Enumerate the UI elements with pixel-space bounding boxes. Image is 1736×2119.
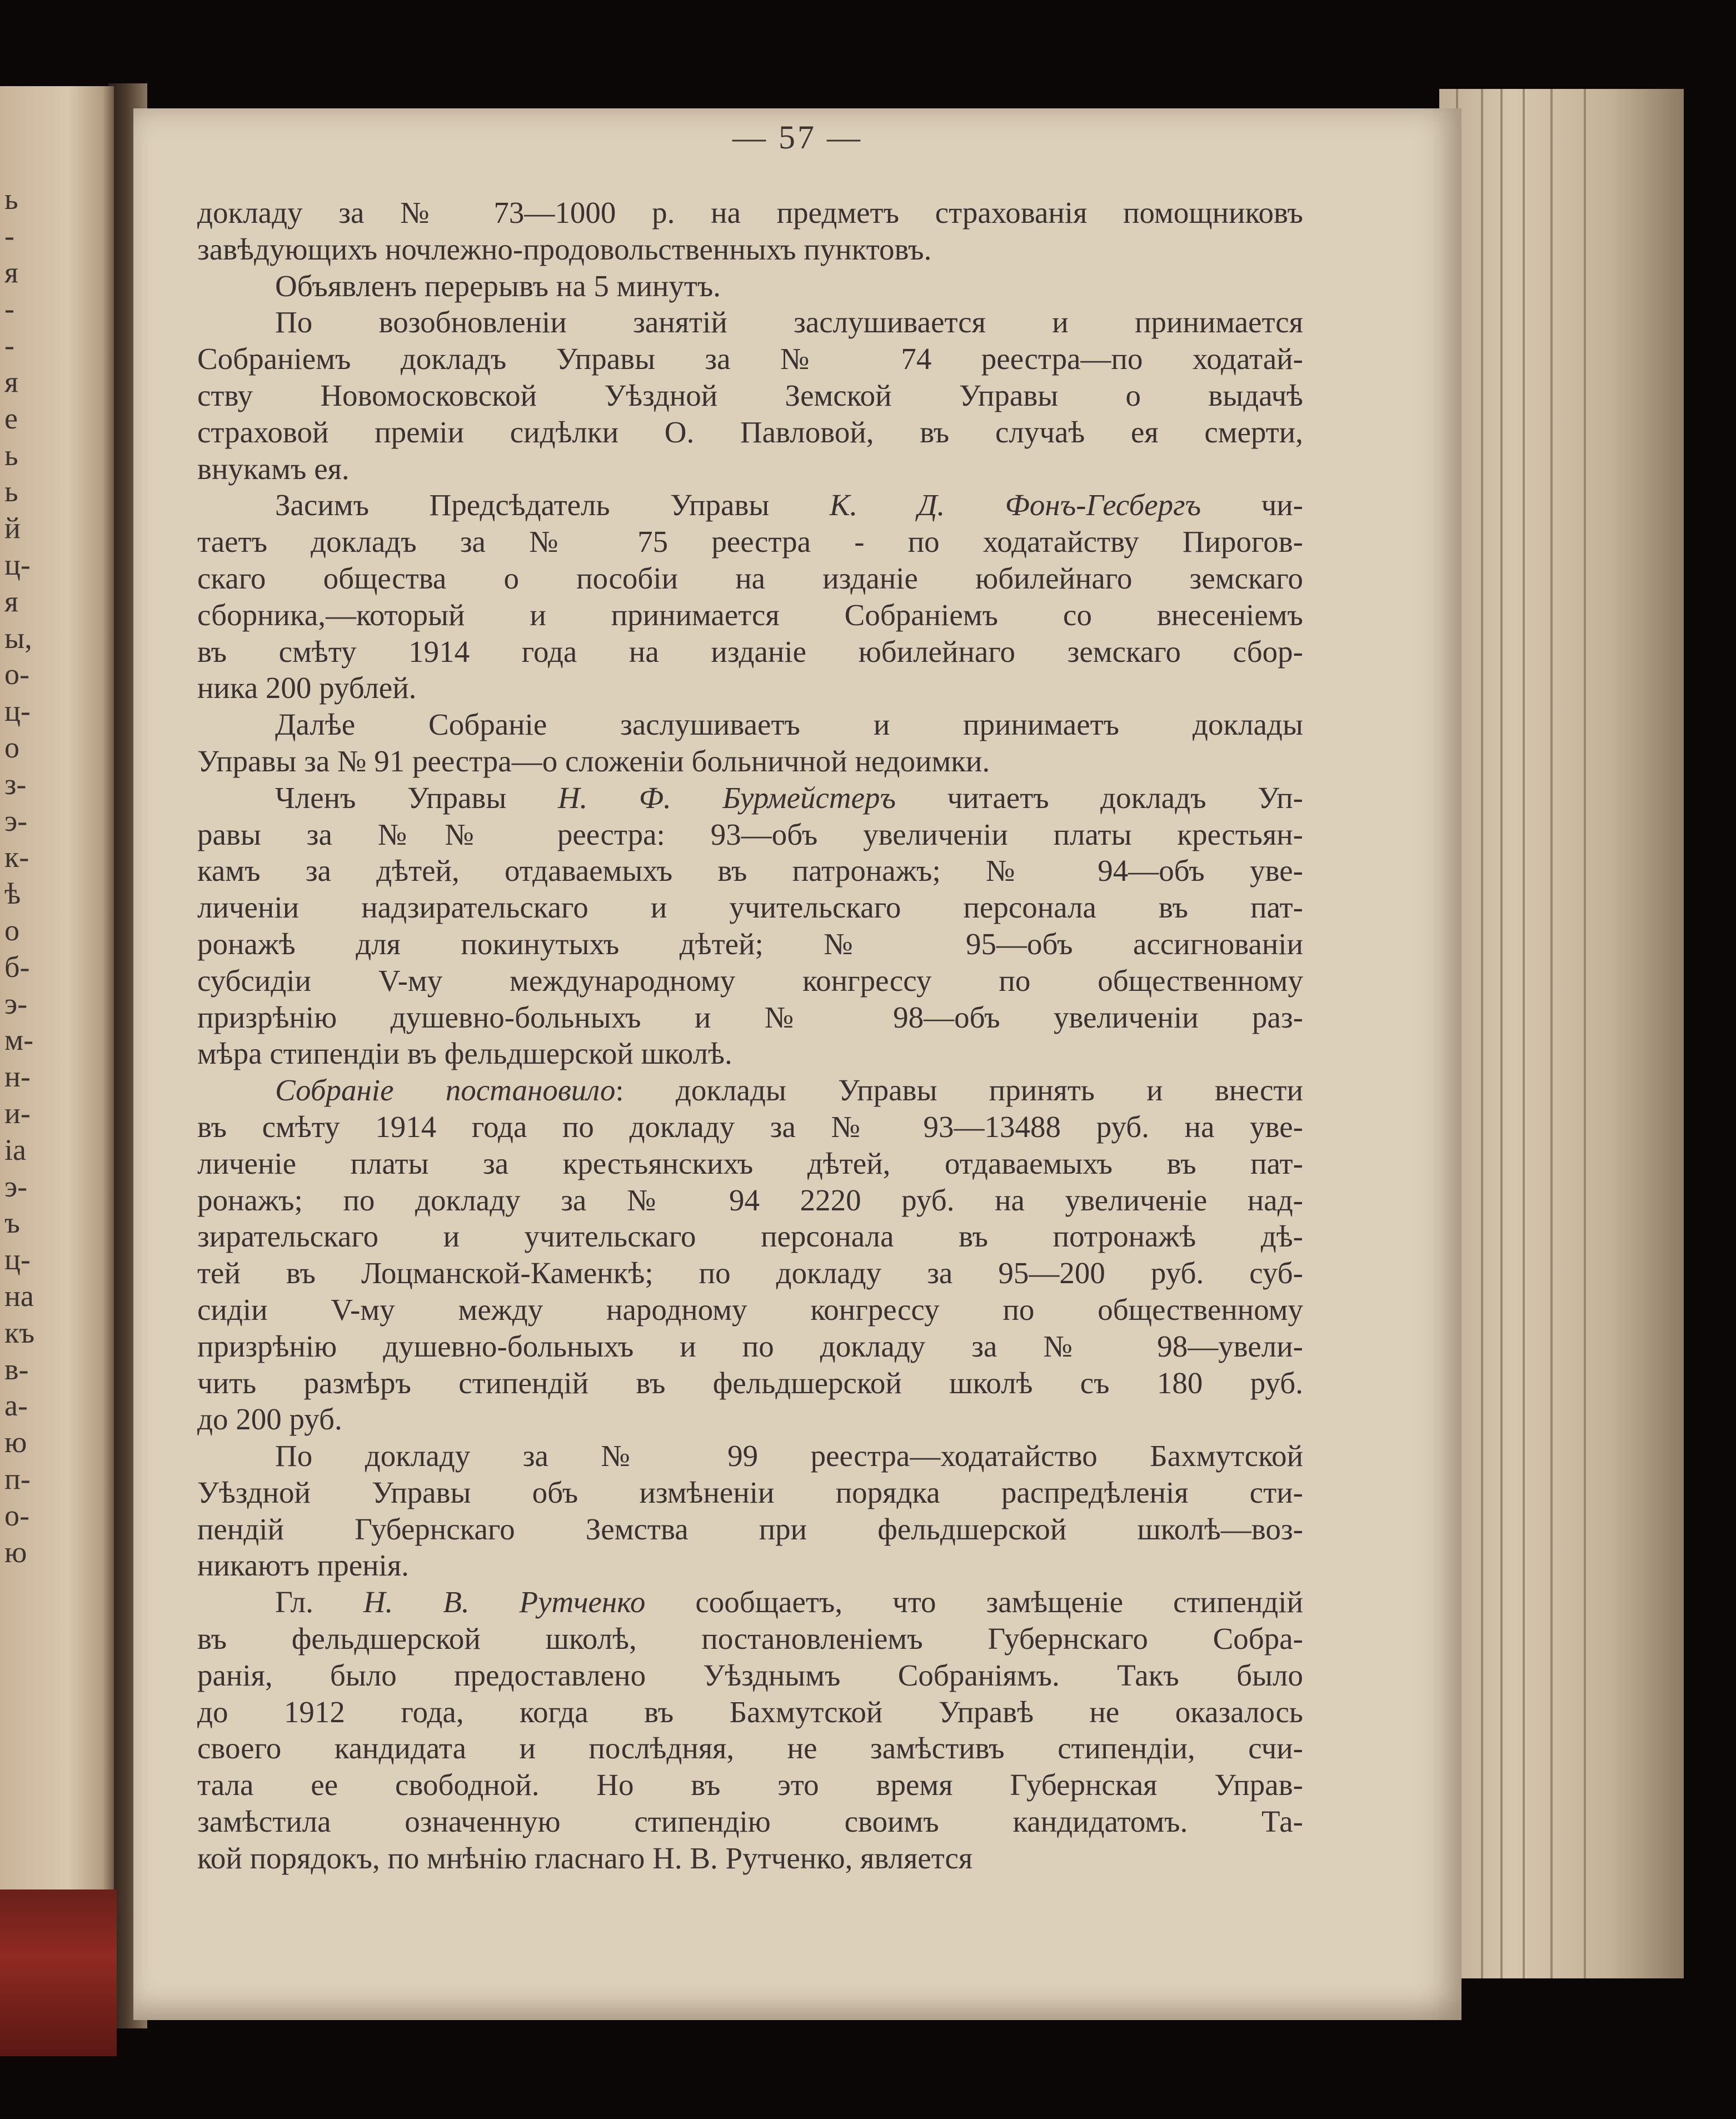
left-page-fragment: к-	[4, 840, 29, 874]
left-page-fragment: -	[4, 218, 14, 252]
text-line	[197, 560, 1303, 597]
paragraph	[197, 780, 1303, 1072]
text-line	[197, 1657, 1303, 1694]
text-run: ранія, было предоставлено Уѣзднымъ Собраніямъ. Такъ было	[197, 1658, 1303, 1692]
text-run: тей въ Лоцманской-Каменкѣ; по докладу за 95—200 руб. суб-	[197, 1256, 1303, 1290]
text-run: мѣра стипендіи въ фельдшерской школѣ.	[197, 1036, 732, 1071]
left-page-edge	[0, 86, 114, 1998]
document-page	[133, 108, 1461, 2020]
text-line	[197, 634, 1303, 670]
left-page-fragment: и-	[4, 1096, 31, 1130]
text-run: Управы за № 91 реестра—о сложеніи больничной недоимки.	[197, 744, 990, 778]
text-line	[197, 963, 1303, 999]
text-line	[197, 1840, 1303, 1877]
text-run: зирательскаго и учительскаго персонала въ потронажѣ дѣ-	[197, 1219, 1303, 1254]
left-page-fragment: ю	[4, 1535, 27, 1569]
left-page-fragment: ц-	[4, 548, 31, 581]
text-line	[197, 451, 1303, 487]
text-run: чи-	[1201, 488, 1303, 522]
text-line	[197, 341, 1303, 377]
text-run: Объявленъ перерывъ на 5 минутъ.	[275, 268, 721, 303]
paragraph	[197, 487, 1303, 706]
left-page-fragment: ц-	[4, 694, 31, 728]
text-run: сообщаетъ, что замѣщеніе стипендій	[645, 1585, 1303, 1619]
text-line	[197, 268, 1303, 305]
left-page-fragment: ы,	[4, 621, 32, 655]
paragraph	[197, 706, 1303, 780]
text-line	[197, 1803, 1303, 1840]
text-line	[197, 487, 1303, 523]
paragraph	[197, 1584, 1303, 1876]
text-run: Членъ Управы	[275, 780, 558, 815]
text-run: пендій Губернскаго Земства при фельдшерской школѣ—воз-	[197, 1512, 1303, 1546]
text-line	[197, 926, 1303, 963]
text-run: чить размѣръ стипендій въ фельдшерской школѣ съ 180 руб.	[197, 1365, 1303, 1400]
text-line	[197, 670, 1303, 706]
text-line	[197, 195, 1303, 231]
paragraph	[197, 1072, 1303, 1438]
left-page-fragment: й	[4, 511, 21, 545]
left-page-fragment: ia	[4, 1133, 26, 1166]
text-line	[197, 377, 1303, 414]
left-page-fragment: о	[4, 731, 19, 764]
text-line	[197, 523, 1303, 560]
text-run: призрѣнію душевно-больныхъ и по докладу за № 98—увели-	[197, 1329, 1303, 1363]
left-page-fragment: о-	[4, 657, 29, 691]
text-run: ству Новомосковской Уѣздной Земской Управы о выдачѣ	[197, 378, 1303, 412]
text-run: Гл.	[275, 1585, 363, 1619]
paragraph	[197, 268, 1303, 305]
left-page-fragment: -	[4, 292, 14, 326]
text-run: ронажъ; по докладу за № 94 2220 руб. на увеличеніе над-	[197, 1183, 1303, 1217]
text-line	[197, 304, 1303, 341]
text-run: читаетъ докладъ Уп-	[896, 780, 1303, 815]
text-line	[197, 743, 1303, 780]
text-line	[197, 780, 1303, 816]
text-line	[197, 1438, 1303, 1474]
left-page-fragment: з-	[4, 767, 27, 801]
page-body	[197, 195, 1303, 1877]
left-page-fragment: э-	[4, 1169, 28, 1203]
text-run: своего кандидата и послѣдняя, не замѣстивъ стипендіи, счи-	[197, 1731, 1303, 1766]
italic-name: Н. Ф. Бурмейстеръ	[557, 780, 896, 815]
text-line	[197, 1365, 1303, 1402]
text-run: въ смѣту 1914 года на изданіе юбилейнаго земскаго сбор-	[197, 634, 1303, 669]
text-run: : доклады Управы принять и внести	[615, 1073, 1303, 1108]
text-run: до 1912 года, когда въ Бахмутской Управѣ не оказалось	[197, 1694, 1303, 1729]
text-line	[197, 1328, 1303, 1365]
text-run: до 200 руб.	[197, 1402, 342, 1437]
text-run: По докладу за № 99 реестра—ходатайство Бахмутской	[275, 1439, 1303, 1473]
text-run: замѣстила означенную стипендію своимъ кандидатомъ. Та-	[197, 1804, 1303, 1839]
text-run: сборника,—который и принимается Собраніемъ со внесеніемъ	[197, 597, 1303, 632]
text-line	[197, 1621, 1303, 1657]
text-run: скаго общества о пособіи на изданіе юбилейнаго земскаго	[197, 561, 1303, 595]
left-page-fragment: ь	[4, 182, 18, 216]
text-line	[197, 1511, 1303, 1548]
text-line	[197, 1292, 1303, 1328]
text-run: никаютъ пренія.	[197, 1548, 409, 1583]
left-page-fragment: ю	[4, 1425, 27, 1459]
text-run: завѣдующихъ ночлежно-продовольственныхъ пунктовъ.	[197, 232, 932, 266]
text-line	[197, 706, 1303, 743]
text-run: призрѣнію душевно-больныхъ и № 98—объ увеличеніи раз-	[197, 1000, 1303, 1034]
left-page-fragment: я	[4, 584, 18, 618]
text-line	[197, 231, 1303, 268]
left-page-fragment: о-	[4, 1498, 29, 1532]
text-run: Собраніемъ докладъ Управы за № 74 реестра—по ходатай-	[197, 342, 1303, 376]
text-run: въ фельдшерской школѣ, постановленіемъ Губернскаго Собра-	[197, 1622, 1303, 1656]
text-run: въ смѣту 1914 года по докладу за № 93—13488 руб. на уве-	[197, 1109, 1303, 1144]
text-line	[197, 1182, 1303, 1219]
text-line	[197, 816, 1303, 853]
text-run: сидіи V-му между народному конгрессу по общественному	[197, 1292, 1303, 1327]
text-run: камъ за дѣтей, отдаваемыхъ въ патронажъ; № 94—объ уве-	[197, 854, 1303, 888]
text-line	[197, 1035, 1303, 1072]
paragraph	[197, 304, 1303, 487]
left-page-fragment: э-	[4, 804, 28, 837]
text-run: субсидіи V-му международному конгрессу по общественному	[197, 963, 1303, 998]
left-page-fragment: о	[4, 914, 19, 947]
left-page-fragment: а-	[4, 1389, 28, 1423]
left-page-fragment: э-	[4, 986, 28, 1020]
left-page-fragment: я	[4, 255, 18, 289]
text-run: личеніе платы за крестьянскихъ дѣтей, отдаваемыхъ въ пат-	[197, 1146, 1303, 1180]
left-page-fragment: -	[4, 328, 14, 362]
text-line	[197, 1109, 1303, 1145]
text-line	[197, 1547, 1303, 1584]
left-page-fragment: ѣ	[4, 877, 21, 911]
text-run: ника 200 рублей.	[197, 671, 417, 705]
text-line	[197, 1767, 1303, 1803]
text-line	[197, 1145, 1303, 1182]
left-page-fragment: ц-	[4, 1243, 31, 1277]
text-line	[197, 852, 1303, 889]
text-line	[197, 1255, 1303, 1292]
text-run: По возобновленіи занятій заслушивается и принимается	[275, 305, 1303, 340]
page-number: — 57 —	[732, 119, 862, 156]
left-page-fragment: къ	[4, 1315, 35, 1349]
text-run: Далѣе Собраніе заслушиваетъ и принимаетъ доклады	[275, 707, 1303, 742]
left-page-fragment: б-	[4, 950, 30, 984]
left-page-fragment: в-	[4, 1352, 29, 1386]
left-page-fragment: ъ	[4, 1206, 20, 1240]
text-run: докладу за № 73—1000 р. на предметъ страхованія помощниковъ	[197, 196, 1303, 230]
text-line	[197, 1072, 1303, 1109]
left-page-fragment: ь	[4, 475, 18, 508]
text-line	[197, 1218, 1303, 1255]
left-page-fragment: п-	[4, 1462, 31, 1495]
left-page-fragment: на	[4, 1279, 34, 1313]
text-run: равы за №№ реестра: 93—объ увеличеніи платы крестьян-	[197, 817, 1303, 851]
text-run: личеніи надзирательскаго и учительскаго персонала въ пат-	[197, 890, 1303, 925]
text-run: ронажѣ для покинутыхъ дѣтей; № 95—объ ассигнованіи	[197, 926, 1303, 961]
text-line	[197, 1584, 1303, 1621]
text-run: кой порядокъ, по мнѣнію гласнаго Н. В. Рутченко, является	[197, 1841, 973, 1875]
text-run: внукамъ ея.	[197, 451, 350, 486]
page-stack	[1439, 89, 1684, 1978]
text-run: страховой преміи сидѣлки О. Павловой, въ случаѣ ея смерти,	[197, 415, 1303, 449]
text-line	[197, 1474, 1303, 1511]
left-page-fragment: м-	[4, 1023, 34, 1057]
text-line	[197, 414, 1303, 451]
italic-name: К. Д. Фонъ-Гесбергъ	[829, 488, 1201, 522]
left-page-fragment: н-	[4, 1060, 31, 1094]
paragraph	[197, 1438, 1303, 1584]
text-line	[197, 1694, 1303, 1731]
text-run: таетъ докладъ за № 75 реестра - по ходатайству Пирогов-	[197, 525, 1303, 559]
book-cover-edge	[0, 1889, 117, 2056]
italic-name: Н. В. Рутченко	[363, 1585, 646, 1619]
text-run: тала ее свободной. Но въ это время Губернская Управ-	[197, 1768, 1303, 1802]
text-line	[197, 889, 1303, 926]
text-line	[197, 597, 1303, 634]
text-run: Засимъ Предсѣдатель Управы	[275, 488, 830, 522]
text-run: Уѣздной Управы объ измѣненіи порядка распредѣленія сти-	[197, 1475, 1303, 1509]
text-line	[197, 1401, 1303, 1438]
text-line	[197, 999, 1303, 1036]
left-page-fragment: е	[4, 401, 18, 435]
left-page-fragment: ь	[4, 438, 18, 472]
italic-name: Собраніе постановило	[275, 1073, 616, 1108]
paragraph	[197, 195, 1303, 268]
left-page-fragment: я	[4, 365, 18, 398]
text-line	[197, 1730, 1303, 1767]
